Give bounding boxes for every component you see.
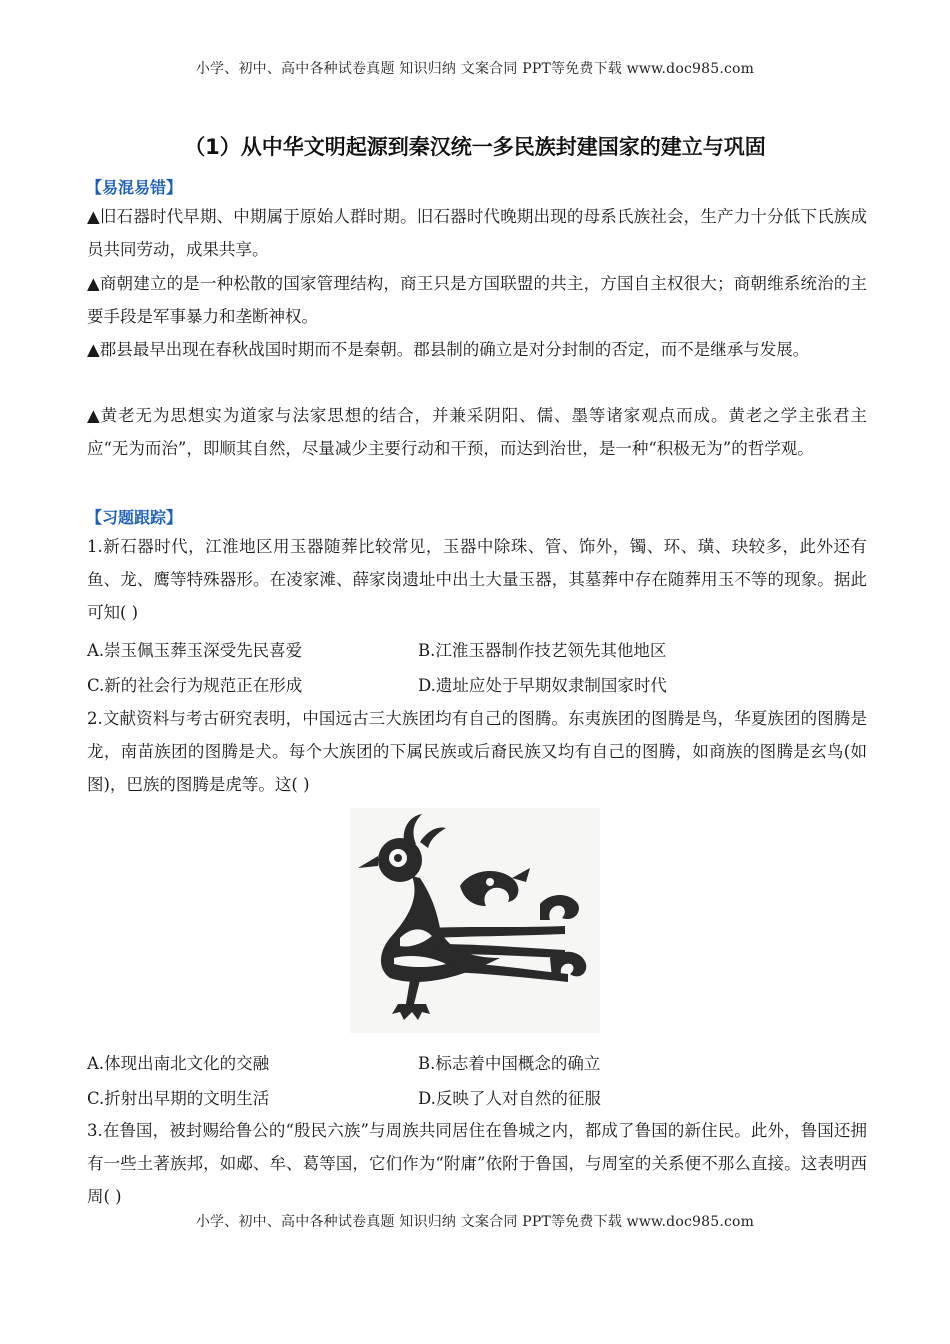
section-heading-errors: 【易混易错】 — [86, 178, 183, 197]
question-1-option-b: B.江淮玉器制作技艺领先其他地区 — [418, 641, 667, 660]
question-1-stem: 1.新石器时代，江淮地区用玉器随葬比较常见，玉器中除珠、管、饰外，镯、环、璜、玦较多，此外还有鱼、龙、鹰等特殊器形。在凌家滩、薛家岗遗址中出土大量玉器，其墓葬中存在随葬用玉不等的现象。据此可知( ) — [87, 537, 867, 622]
page-header: 小学、初中、高中各种试卷真题 知识归纳 文案合同 PPT等免费下载 www.doc985.com — [195, 61, 755, 77]
error-item: ▲旧石器时代早期、中期属于原始人群时期。旧石器时代晚期出现的母系氏族社会，生产力十分低下氏族成员共同劳动，成果共享。 — [87, 207, 867, 259]
question-3-stem: 3.在鲁国，被封赐给鲁公的“殷民六族”与周族共同居住在鲁城之内，都成了鲁国的新住民。此外，鲁国还拥有一些土著族邦，如郕、牟、葛等国，它们作为“附庸”依附于鲁国，与周室的关系便不那么直接。这表明西周( ) — [87, 1121, 867, 1206]
error-item: ▲郡县最早出现在春秋战国时期而不是秦朝。郡县制的确立是对分封制的否定，而不是继承与发展。 — [87, 340, 810, 359]
question-2-option-b: B.标志着中国概念的确立 — [418, 1054, 601, 1073]
section-heading-exercises: 【习题跟踪】 — [86, 508, 183, 527]
question-1-option-c: C.新的社会行为规范正在形成 — [87, 676, 303, 695]
question-2-option-a: A.体现出南北文化的交融 — [87, 1054, 270, 1073]
error-item: ▲商朝建立的是一种松散的国家管理结构，商王只是方国联盟的共主，方国自主权很大；商朝维系统治的主要手段是军事暴力和垄断神权。 — [87, 274, 867, 326]
page-title: （1）从中华文明起源到秦汉统一多民族封建国家的建立与巩固 — [184, 135, 766, 159]
xuanniao-bird-totem-image — [350, 808, 600, 1033]
page-footer: 小学、初中、高中各种试卷真题 知识归纳 文案合同 PPT等免费下载 www.doc985.com — [195, 1214, 755, 1230]
question-1-option-d: D.遗址应处于早期奴隶制国家时代 — [418, 676, 667, 695]
question-2-option-c: C.折射出早期的文明生活 — [87, 1089, 270, 1108]
error-item: ▲黄老无为思想实为道家与法家思想的结合，并兼采阴阳、儒、墨等诸家观点而成。黄老之学主张君主应“无为而治”，即顺其自然，尽量减少主要行动和干预，而达到治世，是一种“积极无为”的哲学观。 — [87, 406, 867, 458]
question-1-option-a: A.崇玉佩玉葬玉深受先民喜爱 — [87, 641, 303, 660]
bird-totem-icon — [350, 808, 600, 1033]
question-2-stem: 2.文献资料与考古研究表明，中国远古三大族团均有自己的图腾。东夷族团的图腾是鸟，华夏族团的图腾是龙，南苗族团的图腾是犬。每个大族团的下属民族或后裔民族又均有自己的图腾，如商族的图腾是玄鸟(如图)，巴族的图腾是虎等。这( ) — [87, 709, 867, 794]
question-2-option-d: D.反映了人对自然的征服 — [418, 1089, 601, 1108]
